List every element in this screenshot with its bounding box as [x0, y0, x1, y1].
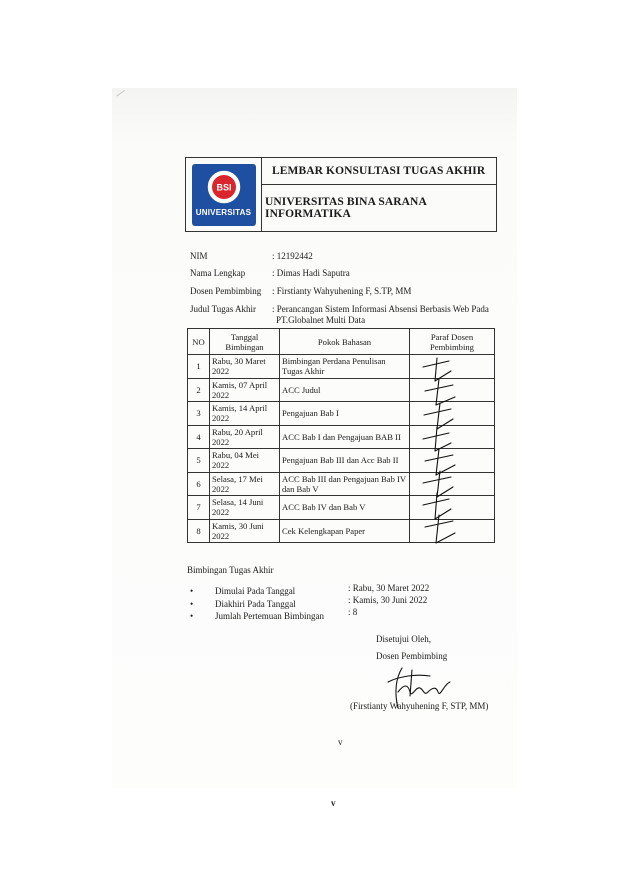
logo-caption: UNIVERSITAS: [195, 207, 252, 217]
end-value: : Kamis, 30 Juni 2022: [348, 595, 428, 605]
row-date: Kamis, 14 April 2022: [210, 402, 280, 426]
summary-title: Bimbingan Tugas Akhir: [187, 565, 274, 575]
row-no: 1: [188, 355, 210, 379]
row-topic: Cek Kelengkapan Paper: [280, 519, 410, 543]
row-date: Rabu, 30 Maret 2022: [210, 355, 280, 379]
header-no: NO: [188, 329, 210, 355]
row-date: Selasa, 14 Juni 2022: [210, 496, 280, 520]
row-date: Selasa, 17 Mei 2022: [210, 472, 280, 496]
row-topic: ACC Judul: [280, 378, 410, 402]
row-topic: ACC Bab I dan Pengajuan BAB II: [280, 425, 410, 449]
nim-value: : 12192442: [272, 251, 313, 261]
row-topic: Bimbingan Perdana Penulisan Tugas Akhir: [280, 355, 410, 379]
row-date: Kamis, 30 Juni 2022: [210, 519, 280, 543]
bullet-icon: •: [190, 599, 194, 609]
row-no: 3: [188, 402, 210, 426]
row-date: Rabu, 20 April 2022: [210, 425, 280, 449]
header-date: Tanggal Bimbingan: [210, 329, 280, 355]
outer-page-number: v: [331, 798, 336, 808]
bullet-icon: •: [190, 586, 194, 596]
approved-by: Disetujui Oleh,: [376, 634, 431, 644]
svg-text:BSI: BSI: [215, 182, 232, 192]
end-label: Diakhiri Pada Tanggal: [215, 599, 296, 609]
header-sign: Paraf Dosen Pembimbing: [410, 329, 495, 355]
row-topic: Pengajuan Bab I: [280, 402, 410, 426]
document-header: [185, 157, 497, 232]
row-date: Rabu, 04 Mei 2022: [210, 449, 280, 473]
header-topic: Pokok Bahasan: [280, 329, 410, 355]
approver-name: (Firstianty Wahyuhening F, STP, MM): [350, 701, 489, 711]
inner-page-number: v: [338, 737, 343, 747]
form-title: LEMBAR KONSULTASI TUGAS AKHIR: [262, 158, 496, 185]
row-no: 5: [188, 449, 210, 473]
thesis-value-line1: : Perancangan Sistem Informasi Absensi Berbasis Web Pada: [272, 304, 489, 314]
advisor-value: : Firstianty Wahyuhening F, S.TP, MM: [272, 286, 412, 296]
thesis-label: Judul Tugas Akhir: [190, 304, 257, 314]
name-value: : Dimas Hadi Saputra: [272, 268, 350, 278]
nim-label: NIM: [190, 251, 208, 261]
bullet-icon: •: [190, 611, 194, 621]
count-label: Jumlah Pertemuan Bimbingan: [215, 611, 324, 621]
university-logo: [192, 164, 256, 226]
start-value: : Rabu, 30 Maret 2022: [348, 583, 430, 593]
header-titles: [262, 158, 496, 231]
advisor-label: Dosen Pembimbing: [190, 286, 262, 296]
row-topic: ACC Bab III dan Pengajuan Bab IV dan Bab V: [280, 472, 410, 496]
advisor-initials-signatures: [415, 353, 465, 548]
logo-cell: [186, 158, 262, 231]
bsi-emblem-icon: [204, 168, 244, 206]
row-date: Kamis, 07 April 2022: [210, 378, 280, 402]
table-header-row: [188, 329, 495, 355]
row-topic: ACC Bab IV dan Bab V: [280, 496, 410, 520]
row-no: 8: [188, 519, 210, 543]
count-value: : 8: [348, 607, 358, 617]
thesis-value-line2: PT.Globalnet Multi Data: [276, 315, 366, 325]
name-label: Nama Lengkap: [190, 268, 246, 278]
row-no: 6: [188, 472, 210, 496]
row-no: 7: [188, 496, 210, 520]
university-name: UNIVERSITAS BINA SARANA INFORMATIKA: [265, 196, 427, 220]
start-label: Dimulai Pada Tanggal: [215, 586, 296, 596]
row-topic: Pengajuan Bab III dan Acc Bab II: [280, 449, 410, 473]
row-no: 2: [188, 378, 210, 402]
row-no: 4: [188, 425, 210, 449]
approver-role: Dosen Pembimbing: [376, 651, 448, 661]
